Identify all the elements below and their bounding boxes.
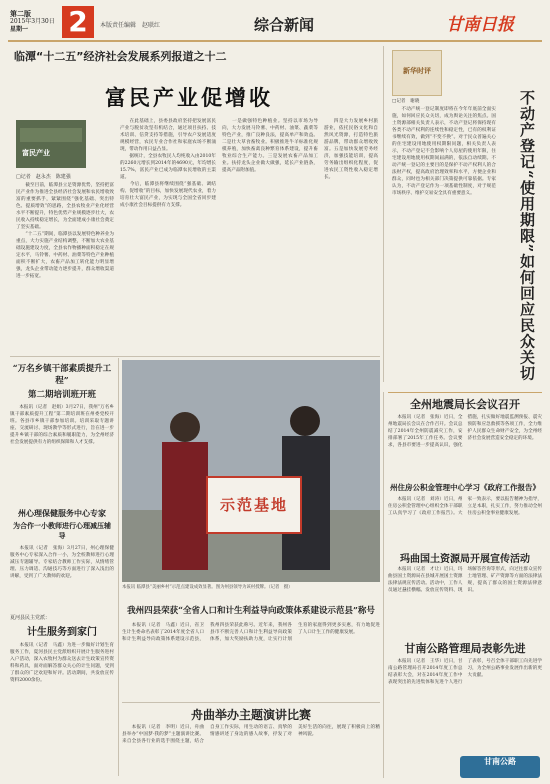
main-body-col1 bbox=[16, 182, 114, 350]
section-title: 综合新闻 bbox=[254, 16, 315, 34]
main-bottom-rule bbox=[10, 356, 380, 357]
main-reporter: □记者 赵永杰 陈建强 bbox=[16, 174, 71, 180]
highway-logo-text: 甘南公路 bbox=[484, 757, 516, 766]
left-3-body: 本报讯（记者 马鑫）为进一步做好计划生育服务工作，夏河县民主党派组织开展计生服务进村入户活动，深入农牧村为群众送去计生政策宣传资料和药具，面对面解答群众关心的计生问题，受到了群众的广泛欢迎和好评。活动期间，共发放宣传资料2000余份。 bbox=[10, 643, 114, 683]
left-2-title: 州心理保健服务中心专家 bbox=[18, 508, 106, 518]
right-1-body: 本报讯（记者 张海）近日，全州地震局长会议在合作召开。会议总结了2014年全州防震减灾工作，安排部署了2015年工作任务。会议要求，各县市要进一步提高认识，强化措施，扎实做好地震监测预报、震灾预防和应急救援等各项工作，全力维护人民群众生命财产安全，为全州经济社会发展营造安全稳定的环境。 bbox=[388, 415, 542, 448]
page-number: 2 bbox=[62, 6, 94, 38]
commentary-reporter: □记者 谢晓 bbox=[392, 99, 420, 104]
center-lower-title: 我州四县荣获“全省人口和计生利益导向政策体系建设示范县”称号 bbox=[127, 606, 375, 616]
right-column-divider bbox=[383, 392, 384, 778]
series-line: 临潭“十二五”经济社会发展系列报道之十二 bbox=[14, 50, 227, 63]
main-body-col4 bbox=[324, 118, 378, 350]
header-rule bbox=[8, 40, 542, 42]
main-title: 富民产业促增收 bbox=[105, 85, 273, 110]
right-2-title: 州住房公积金管理中心学习《政府工作报告》 bbox=[390, 483, 540, 492]
center-lower-rule bbox=[122, 702, 380, 703]
plaque-text: 示范基地 bbox=[219, 496, 288, 514]
commentary-rule bbox=[388, 392, 542, 393]
editor-credit: 本版责任编辑 赵联红 bbox=[100, 22, 161, 29]
photo-label: 富民产业 bbox=[22, 149, 50, 157]
badge-text: 新华时评 bbox=[403, 66, 431, 75]
center-bottom-body: 本报讯（记者 李明）近日，舟曲县举办“中国梦·我的梦”主题演讲比赛。来自全县各行业的选手围绕主题，结合自身工作实际，用生动的语言、真挚的情感讲述了身边的感人故事，抒发了对美好生活的向往，展现了积极向上的精神风貌。 bbox=[122, 725, 380, 744]
left-3-title: 计生服务到家门 bbox=[27, 627, 97, 638]
left-article-2 bbox=[10, 508, 114, 615]
right-4-body: 本报讯（记者 王华）近日，甘南公路管理局召开2014年度工作总结表彰大会，对在2014年度工作中表现突出的先进集体和先进个人进行了表彰，号召全体干部职工向先进学习，为全州公路事业发展作出新的更大贡献。 bbox=[388, 659, 542, 685]
date: 2015年3月30日 bbox=[10, 18, 55, 25]
left-1-title: “万名乡镇干部素质提升工程” bbox=[12, 364, 112, 386]
left-article-1 bbox=[10, 362, 114, 514]
right-2-body: 本报讯（记者 刘涛）近日，州住房公积金管理中心组织全体干部职工认真学习了《政府工作报告》。大家一致表示，要以报告精神为指导，立足本职，扎实工作，努力推动全州住房公积金事业健康发展。 bbox=[388, 497, 542, 516]
main-para-4: 据统计，全县农牧民人均纯收入由2010年的2260元增长到2014年的4690元，年均增长15.7%，富民产业已成为临潭农民增收的主渠道。 bbox=[120, 154, 216, 180]
main-para-7: 四是大力发展乡村旅游业，依托民俗文化和自然风光资源，打造特色旅游品牌，带动群众增收致富。五是加快发展劳务经济，加强技能培训，提高劳务输出组织化程度，促进农民工资性收入稳定增长。 bbox=[324, 119, 378, 180]
main-para-2: “十二五”期间，临潭县以发展特色种养业为重点，大力实施产业结构调整，不断加大农业基础设施建设力度，全县农作物播种面积稳定在规定水平，马铃薯、中药材、油菜等特色产业种植面积不断扩大，农畜产品加工转化能力明显增强，龙头企业带动能力逐步提升，群众增收渠道进一步拓宽。 bbox=[16, 232, 114, 279]
main-body-col3 bbox=[222, 118, 318, 350]
paper-logo: 甘南日报 bbox=[446, 15, 514, 35]
left-column-divider bbox=[118, 358, 119, 776]
main-para-6: 一是做强特色种植业。坚持以市场为导向，大力发展马铃薯、中药材、油菜、蔬菜等特色产业，推广良种良法，提高单产和效益。二是壮大草食畜牧业。积极推进牛羊标准化规模养殖，加快畜禽良种繁育体系建设，提升畜牧业综合生产能力。三是发展农畜产品加工业。扶持龙头企业做大做强，延长产业链条，提高产品附加值。 bbox=[222, 119, 318, 173]
center-lower-body: 本报讯（记者 马鑫）近日，省卫生计生委命名表彰了2014年度全省人口和计生利益导向政策体系建设示范县，我州四县荣获此称号。近年来，我州各县市不断完善人口和计生利益导向政策体系，加大奖励扶助力度，让实行计划生育的家庭得到更多实惠，有力地促进了人口计生工作的健康发展。 bbox=[122, 623, 380, 642]
center-bottom-title: 舟曲举办主题演讲比赛 bbox=[190, 708, 311, 722]
main-para-1: 截至目前，临潭县立足资源优势，坚持把富民产业作为推进全县经济社会发展和农民增收致富的重要抓手，紧紧围绕“强化基础、突出特色、提质增效”的思路，全县农牧业产业化经营水平不断提升，特色优势产业规模逐步壮大，农民收入持续稳定增长，为全面建成小康社会奠定了坚实基础。 bbox=[16, 183, 114, 230]
award-plaque bbox=[206, 476, 302, 534]
left-2-subtitle: 为合作一小教师进行心理减压辅导 bbox=[13, 521, 111, 540]
commentary-body: 不动产统一登记制度即将在今年年底前全面实施，如何回应民众关切，成为舆论关注的焦点。国土资源部相关负责人表示，不动产登记将保持现有各类不动产权利的连续性和稳定性，已有的权利证书继续有效，做到“不变不换”。对于民众普遍关心的住宅建设用地使用权期限问题，相关负责人表示，不动产登记不会影响个人房屋的使用年限，住宅建设用地使用权期间届满的，依法自动续期。不动产统一登记的主要目的是保护不动产权利人的合法财产权，提高政府治理效率和水平，方便企业和群众，同时也为相关部门决策提供可靠依据。专家认为，不动产登记作为一项基础性制度，对于规范市场秩序、维护交易安全具有重要意义。 bbox=[392, 107, 496, 196]
right-3-title: 玛曲国土资源局开展宣传活动 bbox=[400, 554, 530, 565]
left-article-3 bbox=[10, 614, 114, 782]
center-photo bbox=[122, 360, 380, 582]
right-1-title: 全州地震局长会议召开 bbox=[410, 398, 520, 411]
edition: 第二版 bbox=[10, 9, 31, 18]
commentary-badge bbox=[392, 50, 442, 96]
left-1-subtitle: 第二期培训班开班 bbox=[27, 390, 96, 400]
main-body-col2 bbox=[120, 118, 216, 350]
commentary-title: 不动产登记“使用期限”如何回应民众关切 bbox=[518, 90, 536, 382]
photo-thumbnail bbox=[16, 120, 86, 168]
column-divider bbox=[383, 46, 384, 382]
right-4-title: 甘南公路管理局表彰先进 bbox=[404, 642, 526, 655]
right-3-body: 本报讯（记者 才让）近日，玛曲县国土资源局在县城开展国土资源法律法规宣传活动。活动中，工作人员通过悬挂横幅、发放宣传资料、现场解答咨询等形式，向过往群众宣传土地管理、矿产资源等方面的法律法规，提高了群众的国土资源法律意识。 bbox=[388, 567, 542, 593]
main-para-3: 在此基础上，县委县政府坚持把发展富民产业与脱贫攻坚有机结合，通过项目扶持、技术培训、信贷支持等措施，引导农户发展适度规模经营，农民专业合作社和家庭农场不断涌现，带动作用日益凸显。 bbox=[120, 119, 216, 152]
weekday: 星期一 bbox=[10, 26, 29, 33]
photo-caption: 本报讯 临潭县“美丽乡村”示范点建设成效显著。图为州县领导为该村授牌。（记者 摄） bbox=[122, 585, 293, 590]
edition-info bbox=[10, 10, 55, 34]
main-para-5: 今后，临潭县将继续围绕“强基础、调结构、促增收”的目标，加快发展现代农业，着力培育壮大富民产业，为实现与全国全省同步建成小康社会目标提供有力支撑。 bbox=[120, 182, 216, 208]
highway-logo bbox=[460, 756, 540, 778]
left-3-kicker: 夏河县民主党派： bbox=[10, 615, 51, 621]
left-1-body: 本报讯（记者 赵娟）3月27日，我州“万名乡镇干部素质提升工程”第二期培训班在州委党校开班。各县市乡镇干部参加培训。培训采取专题讲座、交流研讨、现场教学等形式进行，旨在进一步提升乡镇干部的综合素质和履职能力，为全州经济社会发展提供有力的组织保障和人才支撑。 bbox=[10, 405, 114, 445]
left-2-body: 本报讯（记者 张海）3月27日，州心理保健服务中心专家深入合作一小，为全校教师进行心理减压专题辅导。专家结合教师工作实际，从情绪管理、压力调适、沟通技巧等方面进行了深入浅出的讲解，受到了广大教师的欢迎。 bbox=[10, 546, 114, 579]
